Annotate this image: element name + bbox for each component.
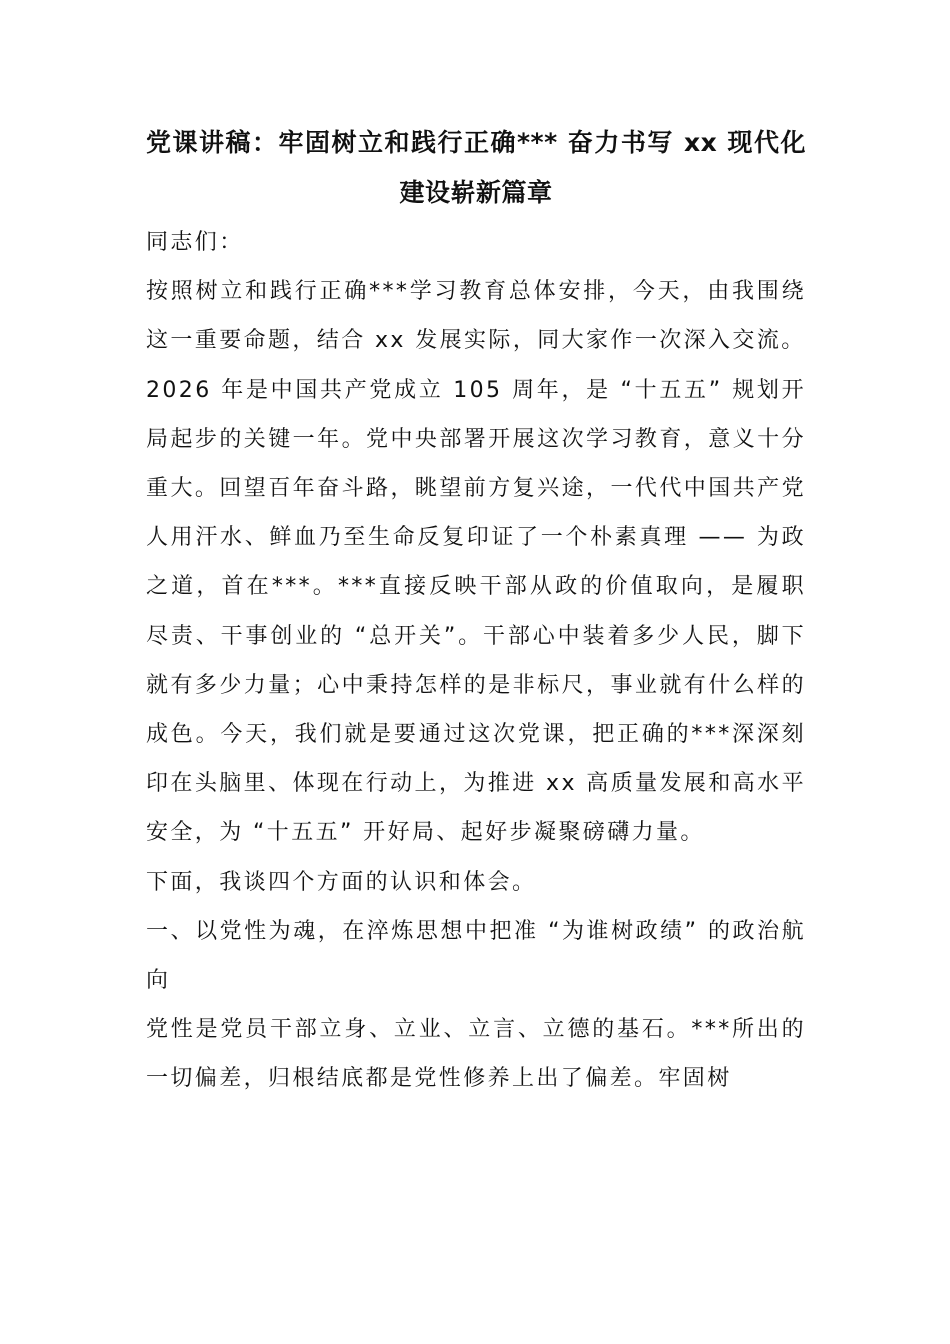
section-1-paragraph: 党性是党员干部立身、立业、立言、立德的基石。***所出的一切偏差，归根结底都是党性修养上出了偏差。牢固树: [146, 1017, 806, 1092]
paragraph-outline: 下面，我谈四个方面的认识和体会。: [146, 869, 537, 895]
document-title: 党课讲稿：牢固树立和践行正确*** 奋力书写 xx 现代化建设崭新篇章: [146, 128, 806, 207]
paragraph-background: 2026 年是中国共产党成立 105 周年，是 “十五五” 规划开局起步的关键一年。党中央部署开展这次学习教育，意义十分重大。回望百年奋斗路，眺望前方复兴途，一代代中国共产党人用汗水、鲜血乃至生命反复印证了一个朴素真理 —— 为政之道，首在***。***直接反映干部从政的价值取向，是履职尽责、干事创业的 “总开关”。干部心中装着多少人民，脚下就有多少力量；心中秉持怎样的是非标尺，事业就有什么样的成色。今天，我们就是要通过这次党课，把正确的***深深刻印在头脑里、体现在行动上，为推进 xx 高质量发展和高水平安全，为 “十五五” 开好局、起好步凝聚磅礴力量。: [146, 377, 806, 846]
section-heading-1: 一、以党性为魂，在淬炼思想中把准 “为谁树政绩” 的政治航向: [146, 918, 806, 994]
paragraph-intro: 按照树立和践行正确***学习教育总体安排，今天，由我围绕这一重要命题，结合 xx 发展实际，同大家作一次深入交流。: [146, 279, 806, 354]
document-body: [146, 118, 806, 1104]
greeting: 同志们：: [146, 230, 244, 255]
